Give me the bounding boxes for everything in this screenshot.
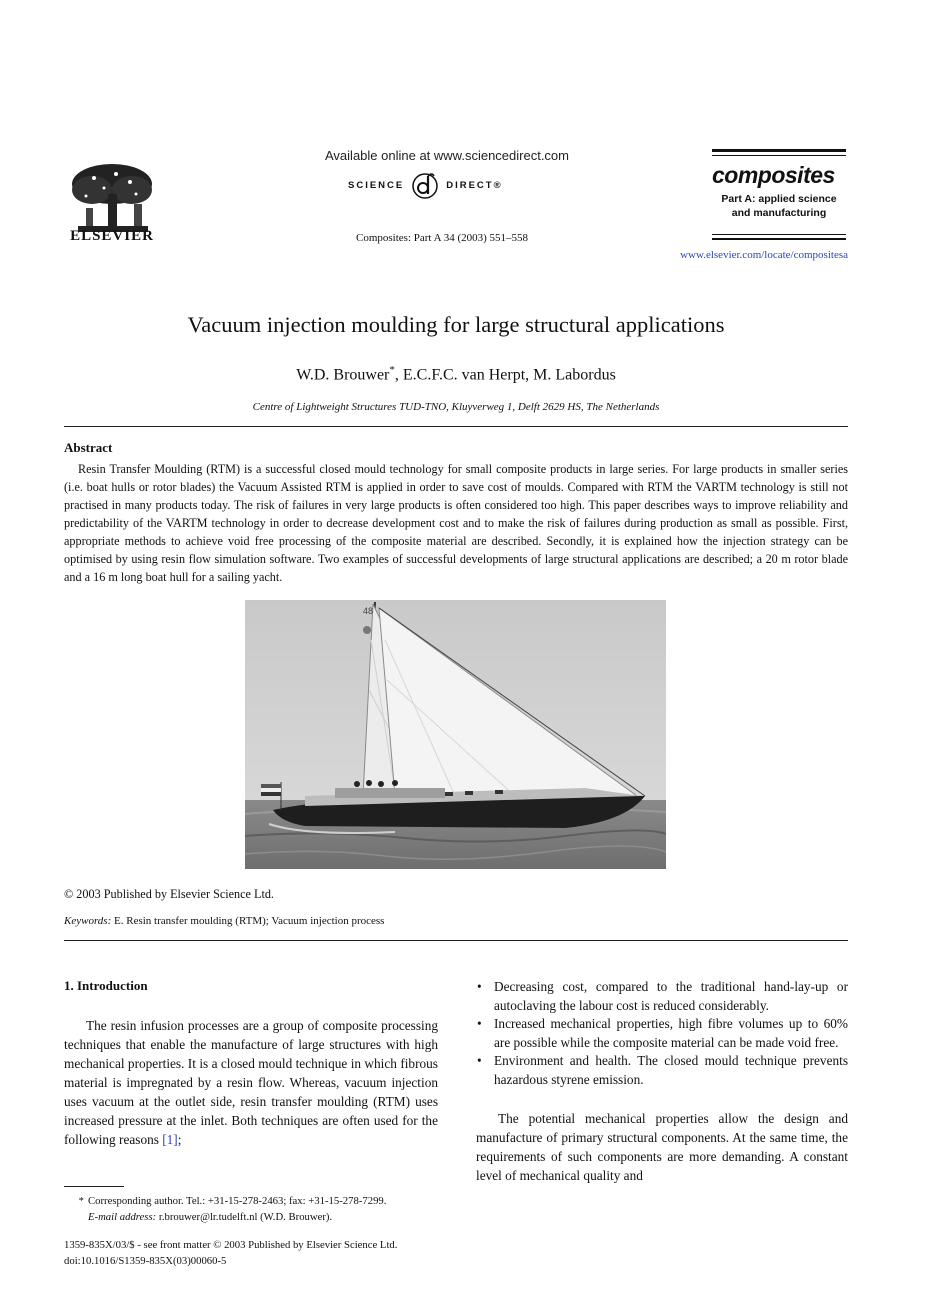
cover-subtitle-line: and manufacturing <box>731 207 827 219</box>
cover-rule <box>712 238 846 240</box>
available-online-text: Available online at www.sciencedirect.com <box>325 148 569 163</box>
issn-line: 1359-835X/03/$ - see front matter © 2003 Published by Elsevier Science Ltd. <box>64 1239 398 1251</box>
list-item-text: Environment and health. The closed mould technique prevents hazardous styrene emission. <box>494 1053 848 1087</box>
author-affiliation: Centre of Lightweight Structures TUD-TNO, Kluyverweg 1, Delft 2629 HS, The Netherlands <box>252 401 660 413</box>
keywords-label: Keywords: <box>64 915 112 927</box>
citation-link[interactable]: [1] <box>162 1132 178 1147</box>
intro-text-end: ; <box>177 1132 182 1147</box>
intro-paragraph <box>64 1016 438 1149</box>
list-item <box>476 1015 848 1052</box>
list-item-text: Increased mechanical properties, high fibre volumes up to 60% are possible while the composite material can be made void free. <box>494 1016 848 1050</box>
bullet-icon: • <box>477 1053 482 1068</box>
copyright-notice: © 2003 Published by Elsevier Science Ltd. <box>64 887 274 901</box>
list-item <box>476 1052 848 1089</box>
publisher-name: ELSEVIER <box>70 228 154 244</box>
right-column <box>476 978 848 1185</box>
article-title: Vacuum injection moulding for large structural applications <box>187 312 725 337</box>
list-item <box>476 978 848 1015</box>
corresponding-author-mark[interactable]: * <box>389 364 395 376</box>
footnote-contact: Corresponding author. Tel.: +31-15-278-2463; fax: +31-15-278-7299. <box>88 1195 387 1207</box>
section-heading: 1. Introduction <box>64 978 148 993</box>
journal-url-link[interactable]: www.elsevier.com/locate/compositesa <box>680 249 848 261</box>
journal-cover-title: composites <box>712 162 835 188</box>
sciencedirect-logo <box>348 170 503 200</box>
divider <box>64 940 848 941</box>
sailing-yacht-photo <box>245 600 666 869</box>
reasons-list <box>476 978 848 1089</box>
issn-block <box>64 1237 397 1269</box>
cover-subtitle-line: Part A: applied science <box>721 193 837 205</box>
divider <box>64 426 848 427</box>
footnote <box>64 1193 444 1225</box>
abstract-text: Resin Transfer Moulding (RTM) is a successful closed mould technology for small composite products in large series. For large products in smaller series (i.e. boat hulls or rotor blades) the Vacuum Assisted RTM is applied in order to save cost of moulds. Compared with RTM the VARTM technology is still not practised in many products today. The risk of failures in very large products is often considered too high. This paper describes ways to improve reliability and predictability of the VARTM technology in order to decrease development cost and to make the risk of failures during production as small as possible. First, appropriate methods to achieve void free processing of the composite material are described. Secondly, it is explained how the injection strategy can be optimised by using resin flow simulation software. Two examples of successful developments of large structural applications are described; a 20 m rotor blade and a 16 m long boat hull for a sailing yacht. <box>64 462 848 584</box>
body-paragraph: The potential mechanical properties allow the design and manufacture of primary structural components. At the same time, the requirements of such components are more demanding. A constant level of mechanical quality and <box>476 1111 848 1183</box>
svg-text:48: 48 <box>363 606 374 616</box>
author-rest: , E.C.F.C. van Herpt, M. Labordus <box>394 366 616 384</box>
keywords <box>64 915 384 927</box>
footnote-line <box>64 1193 444 1209</box>
abstract-heading: Abstract <box>64 440 113 455</box>
science-word: SCIENCE <box>348 179 405 191</box>
footnote-line <box>64 1209 444 1225</box>
journal-cover-subtitle <box>712 192 846 220</box>
intro-text: The resin infusion processes are a group of composite processing techniques that enable the manufacture of large structures with high mechanical properties. It is a closed mould technique in which fibrous material is impregnated by a resin flow. Whereas, vacuum injection uses vacuum at the outlet side, resin transfer moulding (RTM) uses increased pressure at the inlet. Both techniques are often used for the following reasons <box>64 1018 438 1147</box>
author-list <box>0 364 912 384</box>
bullet-icon: • <box>477 1016 482 1031</box>
cover-rule <box>712 149 846 152</box>
left-column <box>64 978 438 1149</box>
author-first: W.D. Brouwer <box>296 366 390 384</box>
keywords-list: E. Resin transfer moulding (RTM); Vacuum injection process <box>111 915 385 927</box>
bullet-icon: • <box>477 979 482 994</box>
cover-rule <box>712 234 846 235</box>
footnote-rule <box>64 1186 124 1187</box>
direct-word: DIRECT® <box>446 179 503 191</box>
list-item-text: Decreasing cost, compared to the traditional hand-lay-up or autoclaving the labour cost is reduced considerably. <box>494 979 848 1013</box>
doi-line: doi:10.1016/S1359-835X(03)00060-5 <box>64 1255 227 1267</box>
sciencedirect-d-icon <box>410 170 440 200</box>
footnote-mark: * <box>78 1195 84 1207</box>
email-address[interactable]: r.brouwer@lr.tudelft.nl (W.D. Brouwer). <box>156 1211 333 1223</box>
email-label: E-mail address: <box>88 1211 157 1223</box>
journal-reference: Composites: Part A 34 (2003) 551–558 <box>356 232 529 244</box>
cover-rule <box>712 155 846 156</box>
